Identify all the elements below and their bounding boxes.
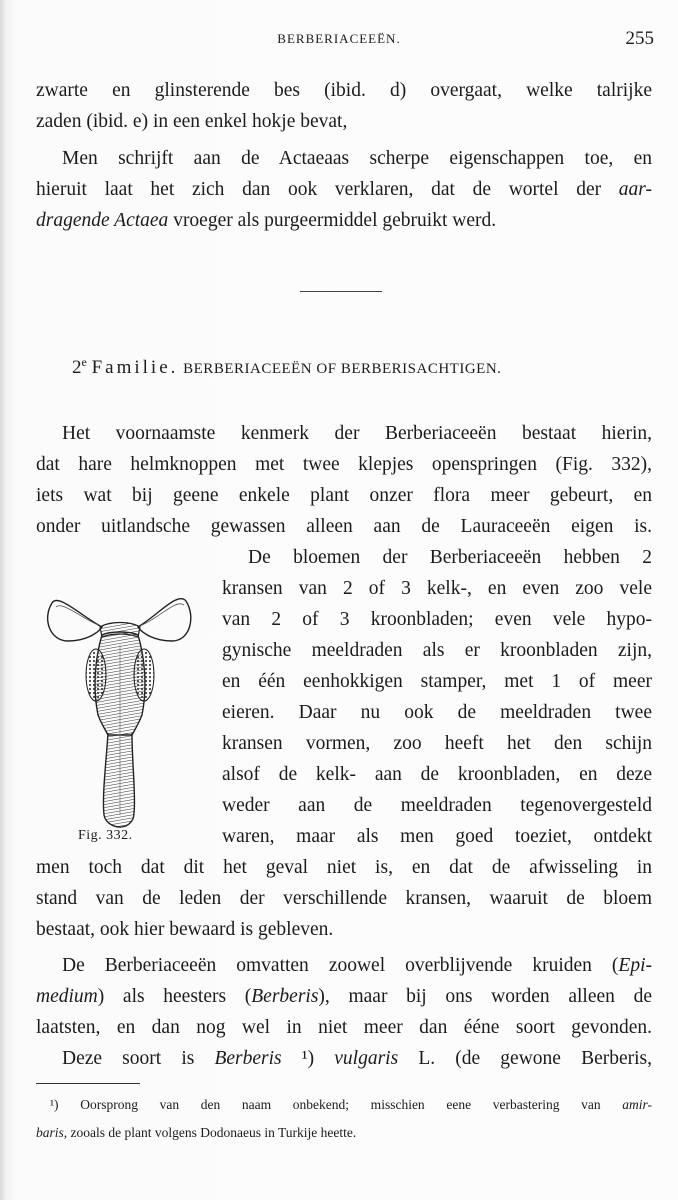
paragraph-continued: [36, 75, 652, 106]
paragraph-omvatten-line3: [36, 1012, 652, 1043]
text-line: dat hare helmknoppen met twee klepjes openspringen (Fig. 332),: [36, 454, 652, 475]
footnote-line2: [36, 1122, 652, 1144]
text-fragment: , zooals de plant volgens Dodonaeus in Turkije heette.: [63, 1125, 357, 1140]
section-divider: [300, 291, 382, 292]
italic-term: vulgaris: [334, 1048, 399, 1069]
running-header: BERBERIACEEËN.: [277, 31, 401, 46]
paragraph-continues-line: [36, 883, 652, 914]
italic-term: medium: [36, 986, 98, 1007]
footnote-ref: ¹): [281, 1048, 335, 1069]
family-number-suffix: e: [81, 355, 87, 369]
italic-term: aar-: [618, 179, 652, 200]
italic-term: dragende Actaea: [36, 210, 169, 231]
text-line: gynische meeldraden als er kroonbladen zijn,: [222, 640, 652, 661]
right-column-line: [222, 790, 652, 821]
text-fragment: Deze soort is: [62, 1048, 215, 1069]
right-column-line: [222, 697, 652, 728]
italic-term: Epi-: [618, 955, 652, 976]
right-column-line: [222, 759, 652, 790]
text-fragment: De Berberiaceeën omvatten zoowel overblijvende kruiden (: [62, 955, 619, 976]
text-line: zaden (ibid. e) in een enkel hokje bevat,: [36, 111, 348, 132]
footnote-rule: [36, 1083, 140, 1084]
text-fragment: L. (de gewone Berberis,: [398, 1048, 653, 1069]
text-line: waren, maar als men goed toeziet, ontdekt: [222, 826, 652, 847]
right-column-line: [222, 666, 652, 697]
italic-term: baris: [36, 1125, 64, 1140]
family-number: 2: [72, 357, 82, 378]
text-line: men toch dat dit het geval niet is, en dat de afwisseling in: [36, 857, 652, 878]
figure-caption: Fig. 332.: [78, 828, 133, 843]
text-line: Het voornaamste kenmerk der Berberiaceeën bestaat hierin,: [62, 423, 652, 444]
paragraph-actaea-line2: [36, 174, 652, 205]
text-line: De bloemen der Berberiaceeën hebben 2: [248, 547, 652, 568]
text-line: laatsten, en dan nog wel in niet meer dan ééne soort gevonden.: [36, 1017, 652, 1038]
text-line: en één eenhokkigen stamper, met 1 of meer: [222, 671, 652, 692]
text-line: stand van de leden der verschillende kransen, waaruit de bloem: [36, 888, 652, 909]
text-line: iets wat bij geene enkele plant onzer flora meer gebeurt, en: [36, 485, 652, 506]
page-number: 255: [625, 28, 654, 49]
paragraph-intro-line1: [36, 418, 652, 449]
paragraph-soort: [36, 1043, 652, 1074]
paragraph-intro-line3: [36, 480, 652, 511]
paragraph-continues-line: [36, 852, 652, 883]
text-line: weder aan de meeldraden tegenovergesteld: [222, 795, 652, 816]
paragraph-actaea: [36, 143, 652, 174]
text-fragment: vroeger als purgeermiddel gebruikt werd.: [168, 210, 497, 231]
right-column-line: [222, 542, 652, 573]
text-fragment: ), maar bij ons worden alleen de: [318, 986, 652, 1007]
family-name: BERBERIACEEËN OF BERBERISACHTIGEN.: [183, 361, 502, 377]
paragraph-intro-line4: [36, 511, 652, 542]
family-heading: [72, 355, 632, 379]
text-line: kransen van 2 of 3 kelk-, en even zoo vele: [222, 578, 652, 599]
right-column-line: [222, 635, 652, 666]
text-line: kransen vormen, zoo heeft het den schijn: [222, 733, 652, 754]
footnote-line1: [36, 1094, 652, 1116]
text-fragment: ¹) Oorsprong van den naam onbekend; misschien eene verbastering van: [50, 1097, 623, 1112]
text-line: onder uitlandsche gewassen alleen aan de Lauraceeën eigen is.: [36, 516, 652, 537]
stamen-drawing: [40, 575, 200, 830]
italic-term: amir-: [622, 1097, 652, 1112]
text-line: bestaat, ook hier bewaard is gebleven.: [36, 919, 334, 940]
paragraph-continued-end: [36, 106, 652, 137]
text-line: Men schrijft aan de Actaeaas scherpe eigenschappen toe, en: [62, 148, 652, 169]
italic-term: Berberis: [251, 986, 319, 1007]
paragraph-actaea-line3: [36, 205, 652, 236]
text-line: zwarte en glinsterende bes (ibid. d) overgaat, welke talrijke: [36, 80, 652, 101]
familie-label: Familie.: [91, 357, 179, 378]
paragraph-intro-line2: [36, 449, 652, 480]
right-column-line: [222, 821, 652, 852]
right-column-line: [222, 728, 652, 759]
text-fragment: hieruit laat het zich dan ook verklaren, dat de wortel der: [36, 179, 619, 200]
right-column-line: [222, 604, 652, 635]
right-column-line: [222, 573, 652, 604]
stamen-illustration: [40, 575, 200, 830]
italic-term: Berberis: [214, 1048, 282, 1069]
paragraph-omvatten-line1: [36, 950, 652, 981]
text-line: alsof de kelk- aan de kroonbladen, en deze: [222, 764, 652, 785]
text-fragment: ) als heesters (: [97, 986, 252, 1007]
paragraph-continues-line: [36, 914, 652, 945]
paragraph-omvatten-line2: [36, 981, 652, 1012]
text-line: van 2 of 3 kroonbladen; even vele hypo-: [222, 609, 652, 630]
text-line: eieren. Daar nu ook de meeldraden twee: [222, 702, 652, 723]
